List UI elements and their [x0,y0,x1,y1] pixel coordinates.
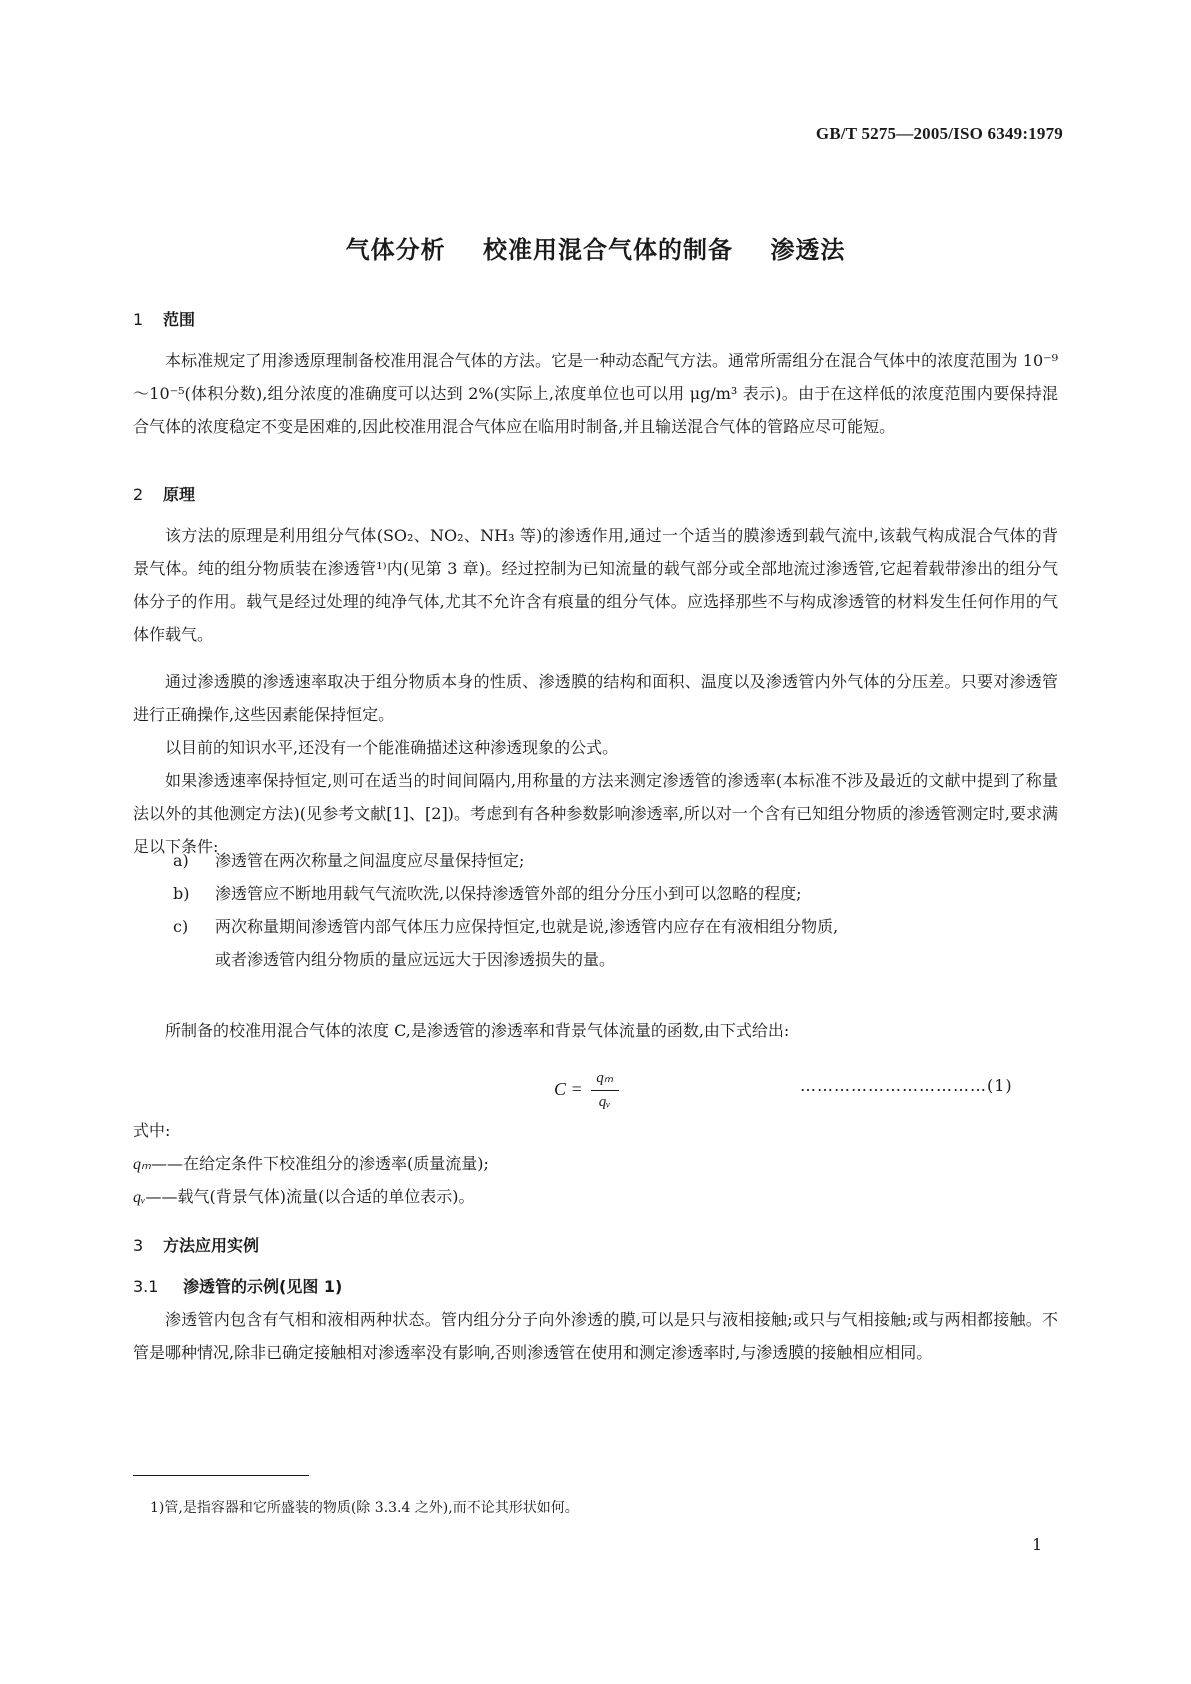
where-label: 式中: [133,1121,171,1140]
section-number: 2 [133,485,144,504]
document-title [0,230,1191,265]
section-3-heading [133,1233,259,1256]
definition-text: ——在给定条件下校准组分的渗透率(质量流量); [150,1154,489,1173]
title-part-1: 气体分析 [345,236,446,264]
section-2-paragraph-5: 所制备的校准用混合气体的浓度 C,是渗透管的渗透率和背景气体流量的函数,由下式给出: [165,1021,790,1040]
section-number: 1 [133,310,144,329]
section-1-heading [133,307,195,330]
section-2-paragraph-4: 如果渗透速率保持恒定,则可在适当的时间间隔内,用称量的方法来测定渗透管的渗透率(本标准不涉及最近的文献中提到了称量法以外的其他测定方法)(见参考文献[1]、[2])。考虑到有各种参数影响渗透率,所以对一个含有已知组分物质的渗透管测定时,要求满足以下条件: [133,771,1058,856]
footnote: 1)管,是指容器和它所盛装的物质(除 3.3.4 之外),而不论其形状如何。 [150,1500,579,1516]
section-2-paragraph-3: 以目前的知识水平,还没有一个能准确描述这种渗透现象的公式。 [165,738,619,757]
equation-1 [554,1068,619,1111]
item-text: 渗透管应不断地用载气气流吹洗,以保持渗透管外部的组分分压小到可以忽略的程度; [215,884,802,903]
fraction-bar [591,1090,619,1091]
section-2-paragraph-1: 该方法的原理是利用组分气体(SO₂、NO₂、NH₃ 等)的渗透作用,通过一个适当的膜渗透到载气流中,该载气构成混合气体的背景气体。纯的组分物质装在渗透管¹⁾内(见第 3 章)。经过控制为已知流量的载气部分或全部地流过渗透管,它起着载带渗出的组分气体分子的作用。载气是经过处理的纯净气体,尤其不允许含有痕量的组分气体。应选择那些不与构成渗透管的材料发生任何作用的气体作载气。 [133,526,1058,644]
title-part-3: 渗透法 [770,236,846,264]
condition-item-c [173,910,1058,976]
fraction-denominator: qᵥ [598,1094,611,1110]
condition-item-a [173,844,1058,877]
section-number: 3 [133,1236,144,1255]
item-text-continued: 或者渗透管内组分物质的量应远远大于因渗透损失的量。 [215,950,616,969]
item-label: c) [173,917,189,936]
section-title: 范围 [163,310,196,329]
subsection-3-1-heading [133,1274,342,1297]
item-text: 两次称量期间渗透管内部气体压力应保持恒定,也就是说,渗透管内应存在有液相组分物质, [215,917,839,936]
equation-lhs: C = [554,1079,583,1099]
subsection-title: 渗透管的示例(见图 1) [183,1277,343,1296]
footnote-divider [133,1475,309,1476]
title-part-2: 校准用混合气体的制备 [483,236,733,264]
equation-number: ……………………………(1) [800,1076,1013,1095]
definition-text: ——载气(背景气体)流量(以合适的单位表示)。 [145,1187,475,1206]
symbol: qₘ [133,1156,151,1173]
definition-qm [133,1147,489,1181]
equation-fraction [591,1068,619,1111]
subsection-3-1-paragraph: 渗透管内包含有气相和液相两种状态。管内组分分子向外渗透的膜,可以是只与液相接触;或只与气相接触;或与两相都接触。不管是哪种情况,除非已确定接触相对渗透率没有影响,否则渗透管在使用和测定渗透率时,与渗透膜的接触相应相同。 [133,1310,1058,1362]
subsection-number: 3.1 [133,1277,159,1296]
section-2-heading [133,482,195,505]
item-text: 渗透管在两次称量之间温度应尽量保持恒定; [215,851,525,870]
standard-number: GB/T 5275—2005/ISO 6349:1979 [815,124,1063,143]
item-label: a) [173,851,189,870]
item-label: b) [173,884,190,903]
fraction-numerator: qₘ [596,1070,614,1086]
definition-qv [133,1180,474,1214]
symbol: qᵥ [133,1189,146,1206]
section-title: 方法应用实例 [163,1236,260,1255]
section-2-paragraph-2: 通过渗透膜的渗透速率取决于组分物质本身的性质、渗透膜的结构和面积、温度以及渗透管内外气体的分压差。只要对渗透管进行正确操作,这些因素能保持恒定。 [133,672,1058,724]
condition-item-b [173,877,1058,910]
section-1-paragraph: 本标准规定了用渗透原理制备校准用混合气体的方法。它是一种动态配气方法。通常所需组分在混合气体中的浓度范围为 10⁻⁹～10⁻⁵(体积分数),组分浓度的准确度可以达到 2%(实际上,浓度单位也可以用 μg/m³ 表示)。由于在这样低的浓度范围内要保持混合气体的浓度稳定不变是困难的,因此校准用混合气体应在临用时制备,并且输送混合气体的管路应尽可能短。 [133,351,1058,436]
page-number: 1 [1032,1535,1043,1554]
section-title: 原理 [163,485,196,504]
